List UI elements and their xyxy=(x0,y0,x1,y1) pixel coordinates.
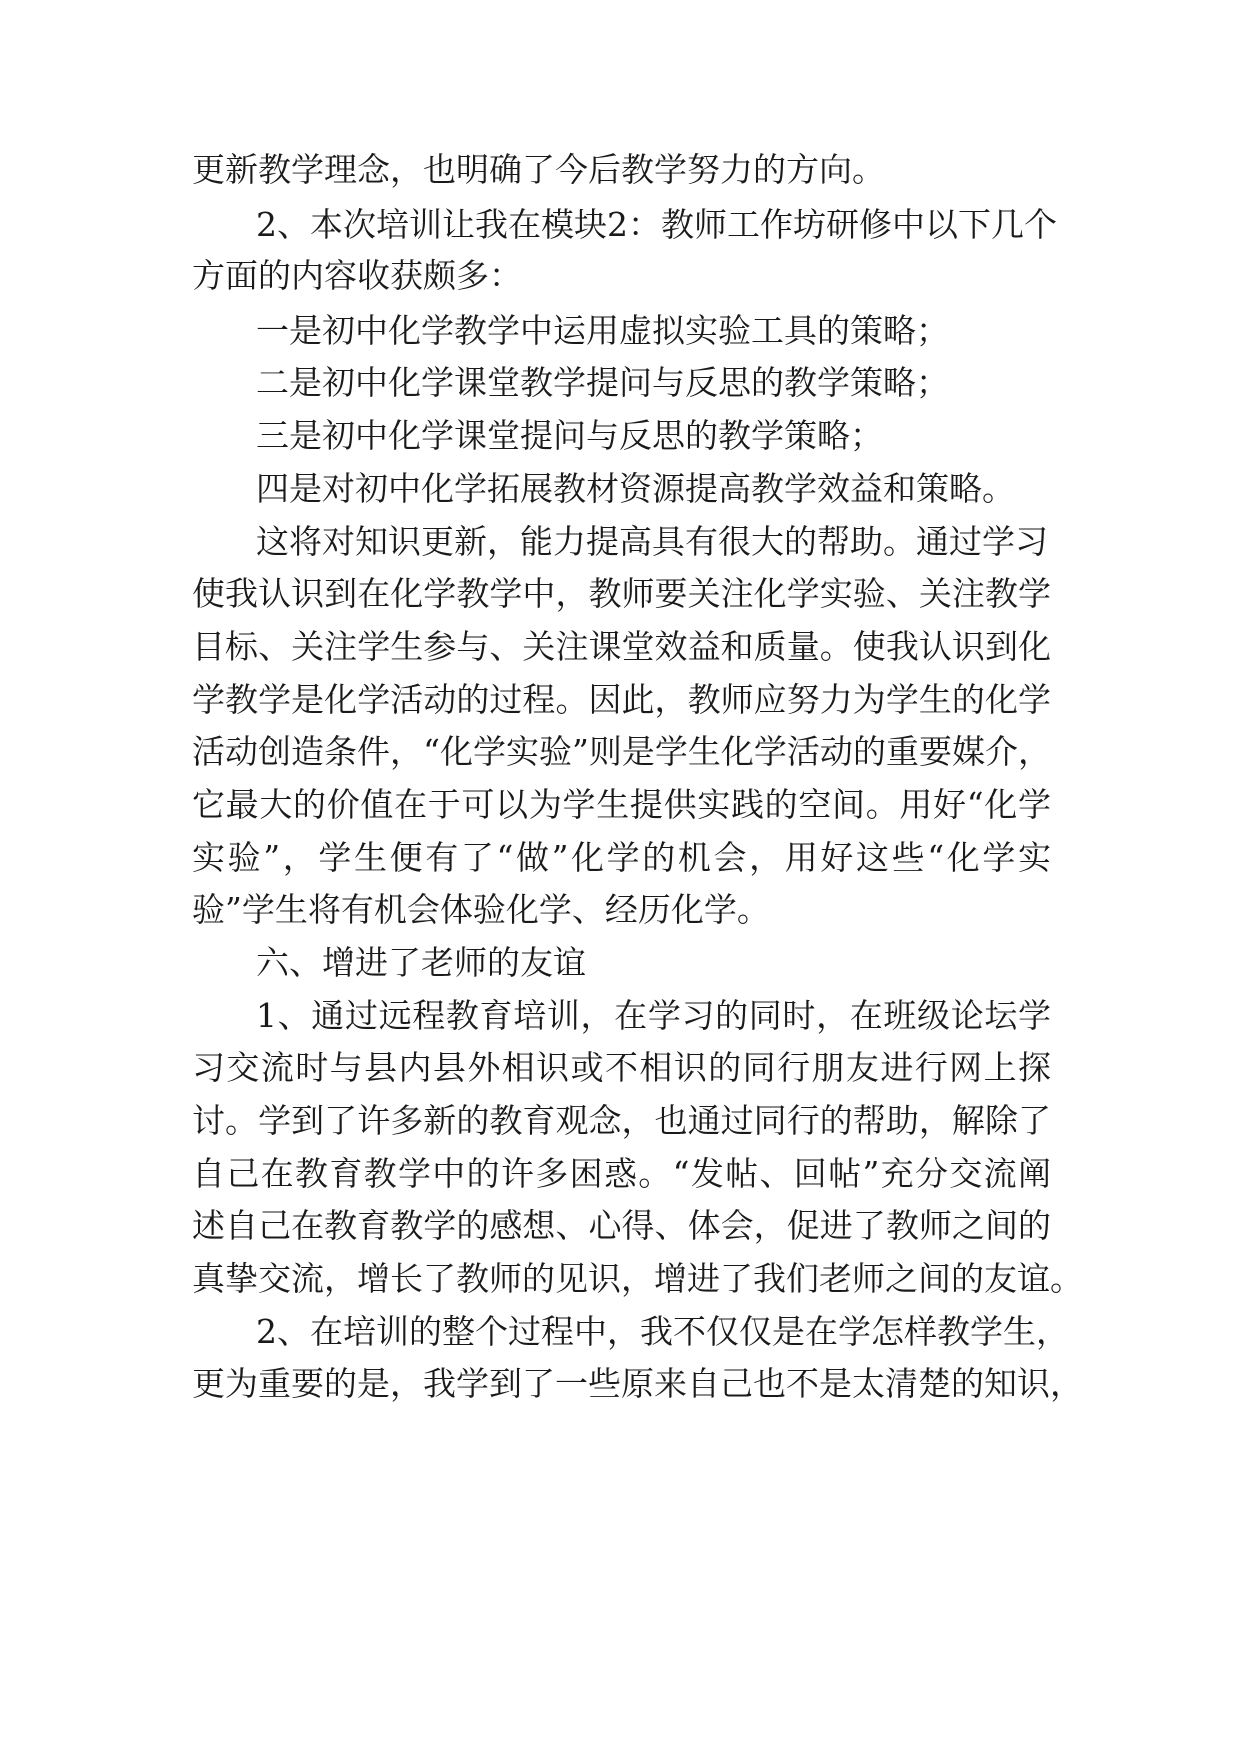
text-line: 习交流时与县内县外相识或不相识的同行朋友进行网上探 xyxy=(192,1048,1051,1087)
text-line: 活动创造条件，“化学实验”则是学生化学活动的重要媒介， xyxy=(192,732,1051,771)
section-heading: 六、增进了老师的友谊 xyxy=(256,943,586,982)
text-line: 学教学是化学活动的过程。因此，教师应努力为学生的化学 xyxy=(192,680,1051,719)
text-line: 1、通过远程教育培训，在学习的同时，在班级论坛学 xyxy=(256,996,1051,1035)
text-line: 二是初中化学课堂教学提问与反思的教学策略； xyxy=(256,363,949,402)
text-line: 目标、关注学生参与、关注课堂效益和质量。使我认识到化 xyxy=(192,627,1051,666)
text-line: 讨。学到了许多新的教育观念，也通过同行的帮助，解除了 xyxy=(192,1101,1051,1140)
text-line: 2、在培训的整个过程中，我不仅仅是在学怎样教学生， xyxy=(256,1312,1069,1351)
text-line: 述自己在教育教学的感想、心得、体会，促进了教师之间的 xyxy=(192,1206,1051,1245)
text-line: 一是初中化学教学中运用虚拟实验工具的策略； xyxy=(256,311,949,350)
text-line: 2、本次培训让我在模块2：教师工作坊研修中以下几个 xyxy=(256,205,1057,244)
text-line: 这将对知识更新，能力提高具有很大的帮助。通过学习 xyxy=(256,522,1048,561)
text-line: 四是对初中化学拓展教材资源提高教学效益和策略。 xyxy=(256,469,1015,508)
text-line: 真挚交流，增长了教师的见识，增进了我们老师之间的友谊。 xyxy=(192,1259,1083,1298)
text-line: 它最大的价值在于可以为学生提供实践的空间。用好“化学 xyxy=(192,785,1051,824)
text-line: 使我认识到在化学教学中，教师要关注化学实验、关注教学 xyxy=(192,574,1051,613)
text-line: 验”学生将有机会体验化学、经历化学。 xyxy=(192,890,770,929)
text-line: 实验”，学生便有了“做”化学的机会，用好这些“化学实 xyxy=(192,838,1051,877)
text-line: 更为重要的是，我学到了一些原来自己也不是太清楚的知识， xyxy=(192,1364,1083,1403)
text-line: 方面的内容收获颇多： xyxy=(192,256,522,295)
text-line: 自己在教育教学中的许多困惑。“发帖、回帖”充分交流阐 xyxy=(192,1154,1051,1193)
text-line: 三是初中化学课堂提问与反思的教学策略； xyxy=(256,416,883,455)
text-line: 更新教学理念，也明确了今后教学努力的方向。 xyxy=(192,150,885,189)
